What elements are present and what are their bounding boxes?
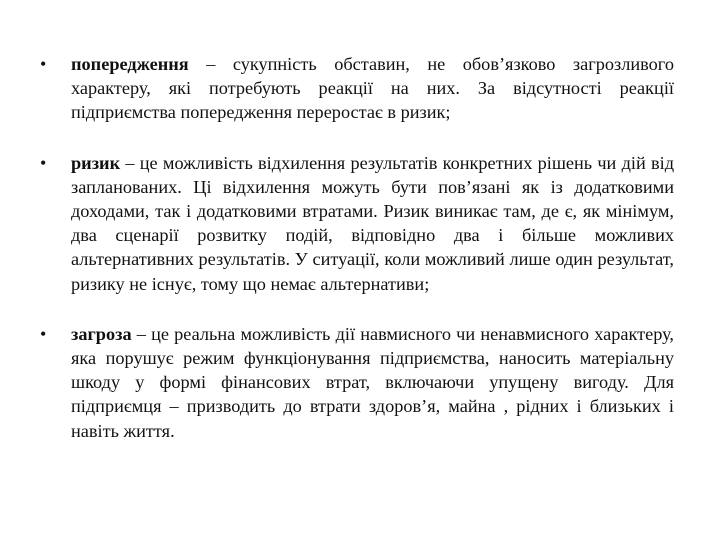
definition-warning: – сукупність обставин, не обов’язково загрозливого характеру, які потребують реакції на них. За відсутності реакції підприємства попередження переростає в ризик; bbox=[71, 54, 674, 123]
term-threat: загроза bbox=[71, 323, 132, 344]
definition-risk: – це можливість відхилення результатів конкретних рішень чи дій від запланованих. Ці відхилення можуть бути пов’язані як із додатковими доходами, так і додатковими втратами. Ризик виникає там, де є, як мінімум, два сценарії розвитку подій, відповідно два і більше можливих альтернативних результатів. У ситуації, коли можливий лише один результат, ризику не існує, тому що немає альтернативи; bbox=[71, 152, 674, 294]
definition-threat: – це реальна можливість дії навмисного чи ненавмисного характеру, яка порушує режим функціонування підприємства, наносить матеріальну шкоду у формі фінансових втрат, включаючи упущену вигоду. Для підприємця – призводить до втрати здоров’я, майна , рідних і близьких і навіть життя. bbox=[71, 323, 674, 441]
definition-item-risk bbox=[40, 151, 674, 296]
bullet-icon: • bbox=[40, 54, 47, 74]
term-risk: ризик bbox=[71, 152, 121, 173]
definition-item-warning bbox=[40, 52, 674, 125]
bullet-icon: • bbox=[40, 323, 47, 344]
term-warning: попередження bbox=[71, 54, 189, 74]
bullet-icon: • bbox=[40, 152, 47, 173]
definition-list bbox=[40, 52, 674, 443]
definition-item-threat bbox=[40, 322, 674, 443]
